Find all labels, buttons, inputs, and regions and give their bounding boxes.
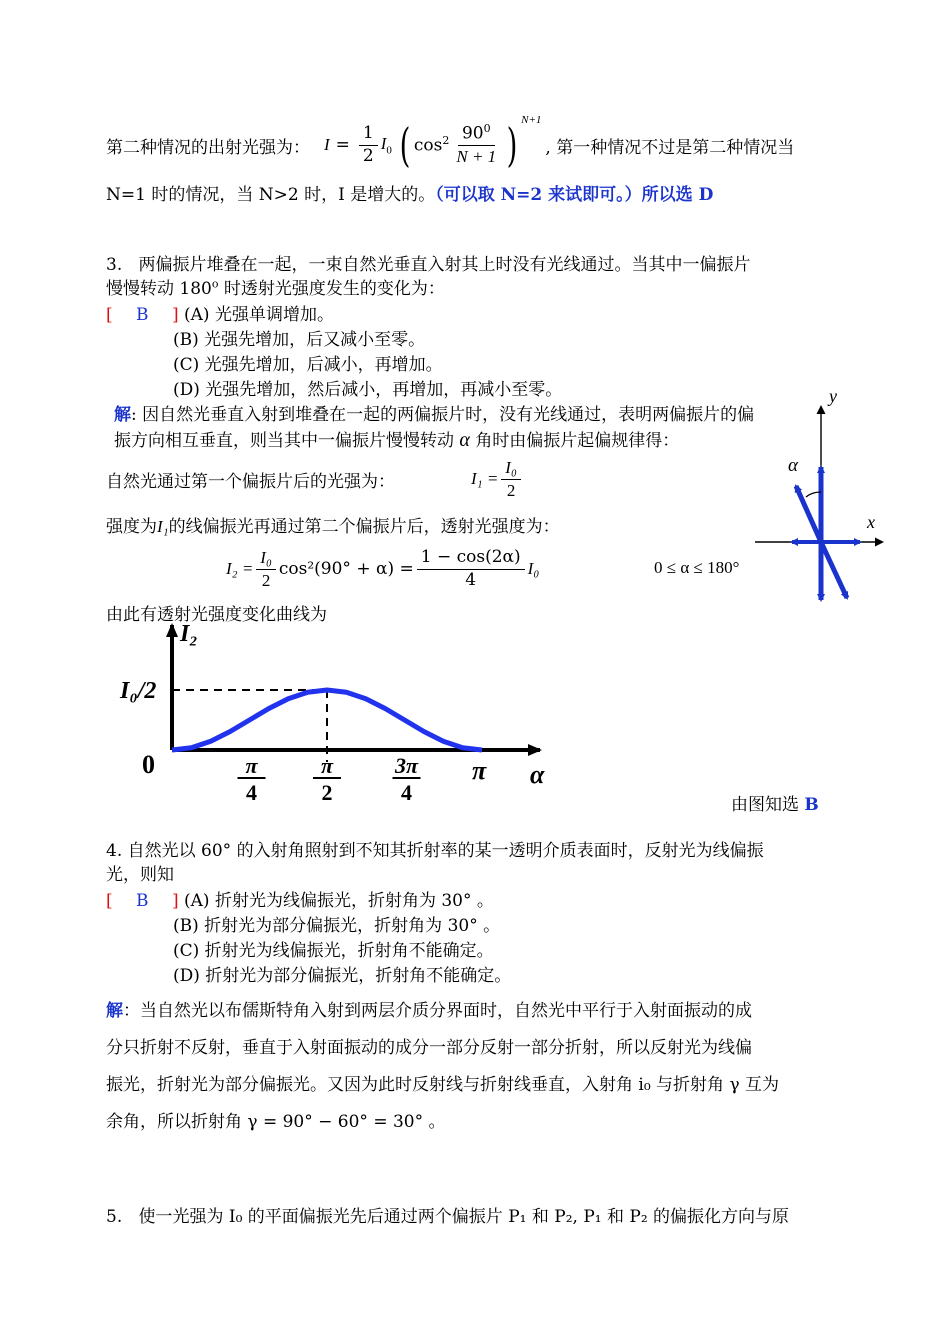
y-axis-label: I₂ (180, 621, 198, 647)
formula-eq: = (335, 135, 350, 155)
q3-answer: B (136, 305, 149, 325)
x-tick-numerator: 3π (394, 753, 419, 778)
intensity-curve-chart (110, 615, 550, 810)
para1-suffix: , 第一种情况不过是第二种情况当 (545, 137, 795, 158)
q3-conclusion-answer: B (804, 795, 819, 815)
q3-stem-line2: 慢慢转动 180$^o$ 时透射光强度发生的变化为： (106, 277, 445, 299)
q3-solution-line2: 振方向相互垂直，则当其中一偏振片慢慢转动 α 角时由偏振片起偏规律得： (114, 429, 680, 451)
x-tick-label-2 (313, 753, 341, 805)
q3-natural-light-line: 自然光通过第一个偏振片后的光强为： I₁ = $\frac{\text{I₀}}{2}$ (106, 452, 524, 506)
formula-exponent: N+1 (521, 114, 542, 126)
q3-option-b: (B) 光强先增加，后又减小至零。 (173, 330, 426, 350)
formula-half: $\frac{1}{2}$ (359, 123, 378, 167)
polarizer-vector-diagram (730, 385, 900, 610)
x-tick-denominator: 4 (246, 780, 257, 805)
q3-stem-line1: 3. 两偏振片堆叠在一起，一束自然光垂直入射其上时没有光线通过。当其中一偏振片 (106, 255, 751, 275)
q4-answer-line: [ B ] (A) 折射光为线偏振光，折射角为 30° 。 (106, 891, 494, 911)
x-axis-label: α (530, 760, 545, 789)
q4-option-a: (A) 折射光为线偏振光，折射角为 30° 。 (184, 891, 494, 911)
q4-stem-line2: 光，则知 (106, 865, 174, 885)
I1-eq: I₁ = (471, 469, 499, 488)
para1-hint: （可以取 N=2 来试即可。）所以选 D (435, 185, 714, 205)
q3-option-c: (C) 光强先增加，后减小，再增加。 (173, 355, 443, 375)
formula-angle-frac: $\frac{90^0}{N + 1}$ (456, 122, 497, 167)
q3-range: 0 ≤ α ≤ 180° (654, 558, 740, 577)
I1-frac: $\frac{\text{I₀}}{2}$ (501, 457, 521, 501)
q4-option-b: (B) 折射光为部分偏振光，折射角为 30° 。 (173, 916, 501, 936)
q3-curve-intro: 由此有透射光强度变化曲线为 (106, 605, 327, 625)
y-tick-label-0: 0 (142, 750, 155, 779)
y-tick-label-i0-half: I₀/2 (120, 678, 157, 704)
q3-solution-label: 解 (114, 405, 131, 425)
q4-solution-line3: 振光，折射光为部分偏振光。又因为此时反射线与折射线垂直，入射角 i₀ 与折射角 γ 互为 (106, 1075, 780, 1095)
alpha-label: α (788, 455, 798, 476)
x-axis-label: x (867, 512, 875, 532)
x-tick-label-3 (393, 753, 421, 805)
q4-solution-label: 解 (106, 1001, 123, 1021)
q3-option-a: (A) 光强单调增加。 (184, 305, 334, 325)
x-tick-denominator: 2 (321, 780, 333, 805)
formula-paren-open: ( (399, 118, 411, 172)
para1-line1 (106, 110, 794, 180)
q3-answer-line: [ B ] (A) 光强单调增加。 (106, 305, 334, 325)
q3-option-d: (D) 光强先增加，然后减小，再增加，再减小至零。 (173, 380, 563, 400)
rotated-vector (796, 486, 821, 542)
y-axis-label: y (829, 386, 837, 406)
x-tick-label-pi: π (472, 756, 487, 785)
x-tick-denominator: 4 (401, 780, 412, 805)
para1-line2: N=1 时的情况，当 N>2 时，I 是增大的。（可以取 N=2 来试即可。）所以选 D (106, 185, 714, 205)
formula-cos: $\cos^2$ (413, 134, 450, 156)
x-tick-numerator: π (245, 753, 258, 778)
q3-conclusion: 由图知选 B (731, 795, 819, 815)
q5-stem: 5. 使一光强为 I₀ 的平面偏振光先后通过两个偏振片 P₁ 和 P₂, P₁ 和 P₂ 的偏振化方向与原 (106, 1207, 790, 1227)
q4-solution-line2: 分只折射不反射，垂直于入射面振动的成分一部分反射一部分折射，所以反射光为线偏 (106, 1038, 752, 1058)
q3-intensity-line: 强度为I₁的线偏振光再通过第二个偏振片后，透射光强度为： (106, 517, 560, 537)
para1-prefix: 第二种情况的出射光强为： (106, 137, 310, 158)
formula-I0: $I_0$ (380, 133, 392, 157)
q3-solution-line1: 解: 因自然光垂直入射到堆叠在一起的两偏振片时，没有光线通过，表明两偏振片的偏 (114, 405, 755, 425)
q4-option-c: (C) 折射光为线偏振光，折射角不能确定。 (173, 941, 494, 961)
rotated-vector-down (821, 542, 847, 598)
q4-stem-line1: 4. 自然光以 60° 的入射角照射到不知其折射率的某一透明介质表面时，反射光为线偏振 (106, 841, 764, 861)
formula-I: I (324, 135, 330, 154)
q4-option-d: (D) 折射光为部分偏振光，折射角不能确定。 (173, 966, 512, 986)
q3-I2-formula: I₂ = $\frac{\text{I₀}}{2}$ cos²(90° + α) = $\frac{1 - \cos(2\alpha)}{4}$ I₀ (226, 547, 540, 590)
formula-paren-close: ) (506, 118, 518, 172)
x-tick-numerator: π (320, 753, 334, 778)
q4-answer: B (136, 891, 149, 911)
x-tick-label-1 (238, 753, 266, 805)
q4-solution-line1: 解：当自然光以布儒斯特角入射到两层介质分界面时，自然光中平行于入射面振动的成 (106, 1001, 752, 1021)
q4-solution-line4: 余角，所以折射角 γ = 90° − 60° = 30° 。 (106, 1112, 446, 1132)
